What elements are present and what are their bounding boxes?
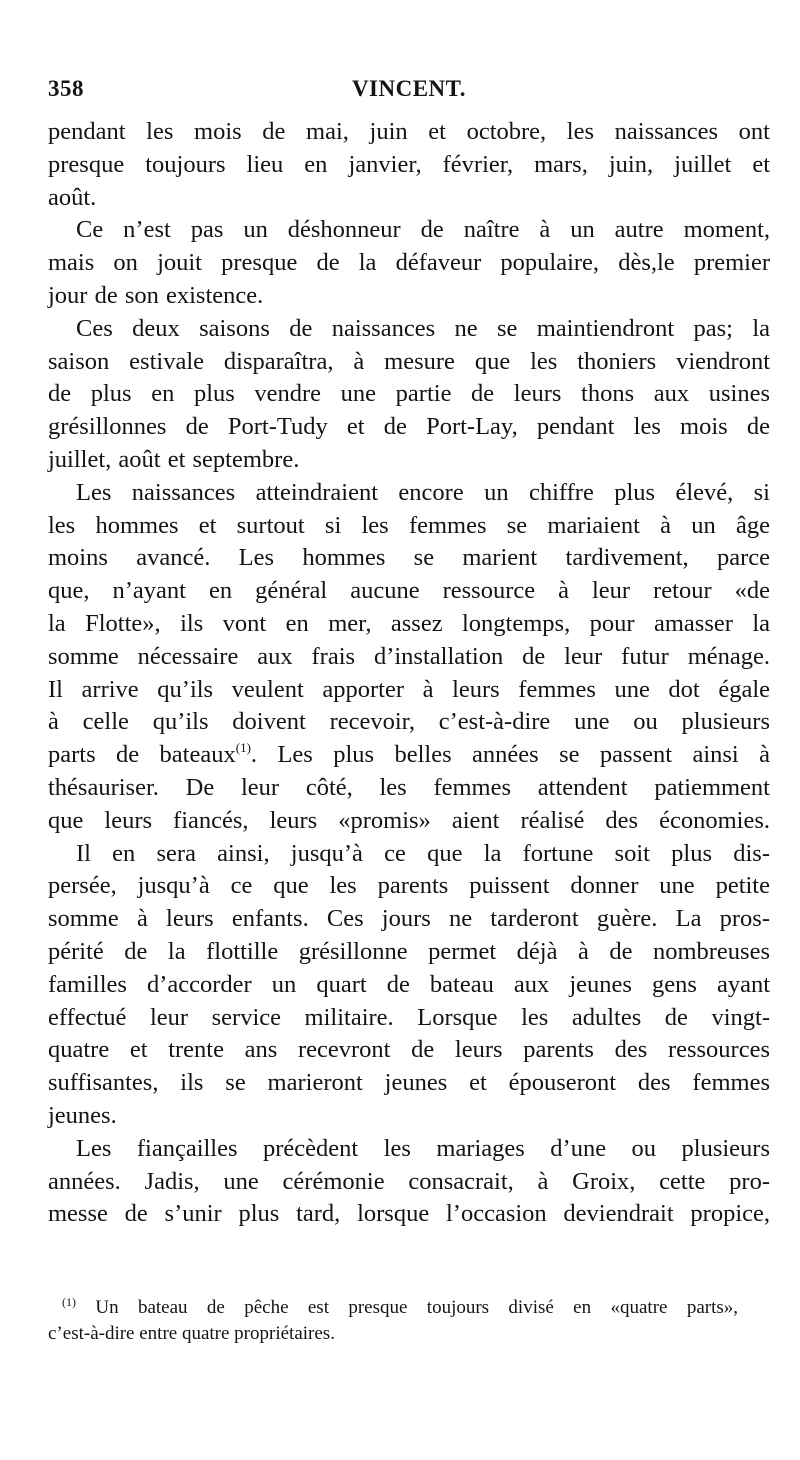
text-line: les hommes et surtout si les femmes se mariaient à un âge	[48, 511, 770, 539]
text-line: quatre et trente ans recevront de leurs parents des ressources	[48, 1036, 770, 1064]
text-line: somme à leurs enfants. Ces jours ne tarderont guère. La pros-	[48, 905, 770, 933]
page	[48, 68, 770, 1231]
text-line: messe de s’unir plus tard, lorsque l’occasion deviendrait propice,	[48, 1200, 770, 1228]
page-number: 358	[48, 76, 84, 101]
paragraph	[48, 477, 770, 838]
paragraph	[48, 313, 770, 477]
text-line: que leurs fiancés, leurs «promis» aient réalisé des économies.	[48, 806, 770, 834]
body-text	[48, 116, 770, 1231]
footnote-reference[interactable]: (1)	[235, 740, 251, 756]
text-line: grésillonnes de Port-Tudy et de Port-Lay, pendant les mois de	[48, 413, 770, 441]
text-line: août.	[48, 183, 97, 211]
text-line: années. Jadis, une cérémonie consacrait, à Groix, cette pro-	[48, 1167, 770, 1195]
paragraph	[48, 116, 770, 214]
text-line: que, n’ayant en général aucune ressource à leur retour «de	[48, 577, 770, 605]
footnote-mark: (1)	[62, 1295, 76, 1309]
text-line: périté de la flottille grésillonne permet déjà à de nombreuses	[48, 937, 770, 965]
text-line: jeunes.	[48, 1101, 117, 1129]
footnote-text: Un bateau de pêche est presque toujours divisé en «quatre parts»,	[95, 1297, 739, 1318]
paragraph	[48, 838, 770, 1133]
text-line: familles d’accorder un quart de bateau aux jeunes gens ayant	[48, 970, 770, 998]
text-line: juillet, août et septembre.	[48, 445, 300, 473]
text-fragment: . Les plus belles années se passent ainsi à	[250, 741, 770, 769]
footnote	[48, 1295, 738, 1347]
text-line: effectué leur service militaire. Lorsque les adultes de vingt-	[48, 1003, 770, 1031]
text-line: moins avancé. Les hommes se marient tardivement, parce	[48, 544, 770, 572]
text-fragment: parts de bateaux	[48, 741, 236, 769]
text-line: à celle qu’ils doivent recevoir, c’est-à-dire une ou plusieurs	[48, 708, 770, 736]
text-line: Ces deux saisons de naissances ne se maintiendront pas; la	[76, 314, 770, 342]
text-line: Il arrive qu’ils veulent apporter à leurs femmes une dot égale	[48, 675, 770, 703]
text-line: pendant les mois de mai, juin et octobre, les naissances ont	[48, 118, 770, 145]
page-header	[48, 68, 770, 108]
text-line: Il en sera ainsi, jusqu’à ce que la fortune soit plus dis-	[76, 839, 770, 867]
text-line: Les fiançailles précèdent les mariages d’une ou plusieurs	[76, 1134, 770, 1162]
text-line: thésauriser. De leur côté, les femmes attendent patiemment	[48, 773, 770, 801]
text-line: jour de son existence.	[48, 281, 264, 309]
text-line: mais on jouit presque de la défaveur populaire, dès,le premier	[48, 249, 770, 277]
text-line-with-note	[48, 739, 770, 772]
text-line: presque toujours lieu en janvier, février, mars, juin, juillet et	[48, 150, 770, 178]
running-head: VINCENT.	[351, 76, 467, 101]
text-line: somme nécessaire aux frais d’installation de leur futur ménage.	[48, 642, 770, 670]
text-line: de plus en plus vendre une partie de leurs thons aux usines	[48, 380, 770, 408]
footnote-line: c’est-à-dire entre quatre propriétaires.	[48, 1323, 335, 1344]
text-line: Les naissances atteindraient encore un chiffre plus élevé, si	[76, 478, 770, 506]
text-line: suffisantes, ils se marieront jeunes et épouseront des femmes	[48, 1069, 770, 1097]
paragraph	[48, 214, 770, 312]
text-line: persée, jusqu’à ce que les parents puissent donner une petite	[48, 872, 770, 900]
text-line: Ce n’est pas un déshonneur de naître à un autre moment,	[76, 216, 770, 244]
text-line: la Flotte», ils vont en mer, assez longtemps, pour amasser la	[48, 609, 770, 637]
footnote-line	[48, 1295, 738, 1321]
paragraph	[48, 1133, 770, 1231]
text-line: saison estivale disparaîtra, à mesure que les thoniers viendront	[48, 347, 770, 375]
